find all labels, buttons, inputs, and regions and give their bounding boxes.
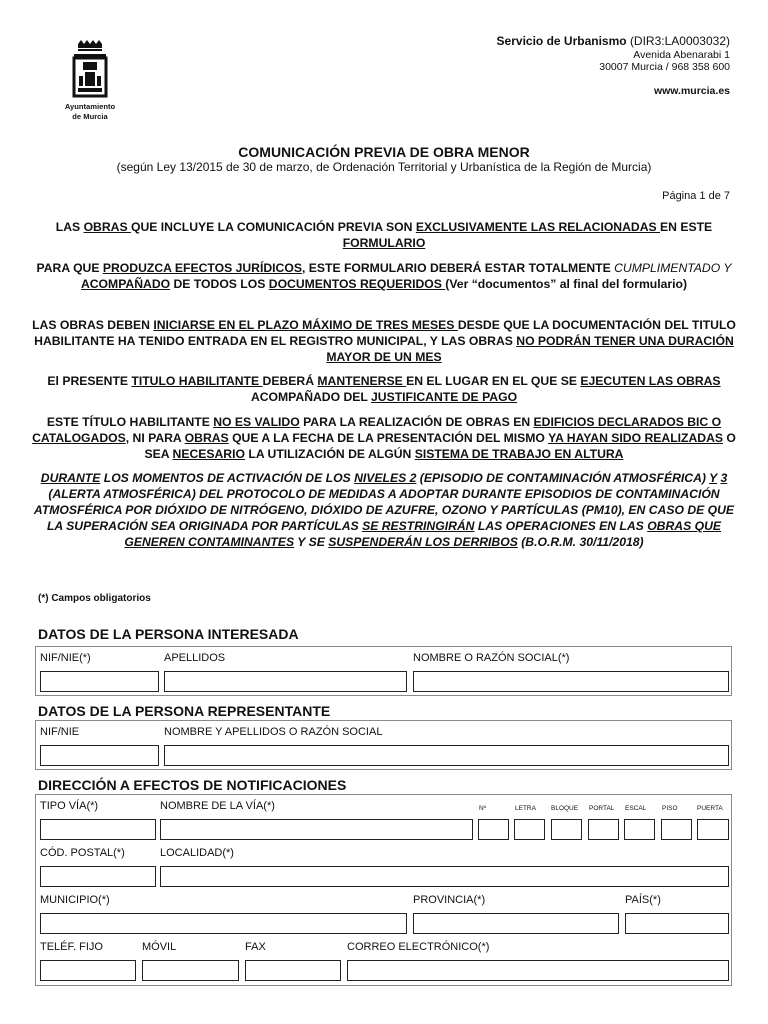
nombre-input[interactable] <box>413 671 729 692</box>
rep-nif-label: NIF/NIE <box>40 726 80 738</box>
notice-obras-relacionadas: LAS OBRAS QUE INCLUYE LA COMUNICACIÓN PREVIA SON EXCLUSIVAMENTE LAS RELACIONADAS EN ESTE FORMULARIO <box>55 220 713 250</box>
logo-line-2: de Murcia <box>72 112 108 121</box>
tipo-via-input[interactable] <box>40 819 156 840</box>
telefono-input[interactable] <box>40 960 136 981</box>
office-address: Avenida Abenarabi 1 <box>633 49 730 61</box>
letra-label: LETRA <box>515 805 536 812</box>
tipo-via-label: TIPO VÍA(*) <box>40 800 99 812</box>
fax-input[interactable] <box>245 960 341 981</box>
apellidos-label: APELLIDOS <box>164 652 226 664</box>
letra-input[interactable] <box>514 819 545 840</box>
bloque-input[interactable] <box>551 819 582 840</box>
email-input[interactable] <box>347 960 729 981</box>
municipio-label: MUNICIPIO(*) <box>40 894 110 906</box>
pais-input[interactable] <box>625 913 729 934</box>
puerta-label: PUERTA <box>697 805 723 812</box>
escal-label: ESCAL <box>625 805 647 812</box>
page-number: Página 1 de 7 <box>662 190 730 202</box>
section-representante <box>35 720 732 770</box>
telefono-label: TELÉF. FIJO <box>40 941 103 953</box>
section-direccion <box>35 794 732 986</box>
nombre-via-input[interactable] <box>160 819 473 840</box>
rep-nombre-label: NOMBRE Y APELLIDOS O RAZÓN SOCIAL <box>164 726 383 738</box>
numero-input[interactable] <box>478 819 509 840</box>
nif-input[interactable] <box>40 671 159 692</box>
provincia-input[interactable] <box>413 913 619 934</box>
cp-label: CÓD. POSTAL(*) <box>40 847 125 859</box>
fax-label: FAX <box>245 941 266 953</box>
office-info <box>497 34 730 97</box>
nombre-label: NOMBRE O RAZÓN SOCIAL(*) <box>413 652 570 664</box>
office-website[interactable]: www.murcia.es <box>653 85 730 97</box>
document-subtitle: (según Ley 13/2015 de 30 de marzo, de Ordenación Territorial y Urbanística de la Región de Murcia) <box>116 160 652 174</box>
logo <box>52 40 128 122</box>
puerta-input[interactable] <box>697 819 729 840</box>
nombre-via-label: NOMBRE DE LA VÍA(*) <box>160 800 275 812</box>
numero-label: Nº <box>479 805 487 812</box>
office-city-phone: 30007 Murcia / 968 358 600 <box>599 61 730 73</box>
mandatory-fields-note: (*) Campos obligatorios <box>38 593 151 604</box>
portal-input[interactable] <box>588 819 619 840</box>
cp-input[interactable] <box>40 866 156 887</box>
section-interesada <box>35 646 732 696</box>
portal-label: PORTAL <box>589 805 615 812</box>
movil-input[interactable] <box>142 960 239 981</box>
document-title: COMUNICACIÓN PREVIA DE OBRA MENOR <box>238 144 530 160</box>
pais-label: PAÍS(*) <box>625 894 661 906</box>
notice-no-valido: ESTE TÍTULO HABILITANTE NO ES VALIDO PARA LA REALIZACIÓN DE OBRAS EN EDIFICIOS DECLARADOS BIC O CATALOGADOS, NI PARA OBRAS QUE A LA FECHA DE LA PRESENTACIÓN DEL MISMO YA HAYAN SIDO REALIZADAS O SEA NECESARIO LA UTILIZACIÓN DE ALGÚN SISTEMA DE TRABAJO EN ALTURA <box>32 415 736 461</box>
nif-label: NIF/NIE(*) <box>40 652 91 664</box>
notice-plazo-inicio: LAS OBRAS DEBEN INICIARSE EN EL PLAZO MÁXIMO DE TRES MESES DESDE QUE LA DOCUMENTACIÓN DEL TITULO HABILITANTE HA TENIDO ENTRADA EN EL REGISTRO MUNICIPAL, Y LAS OBRAS NO PODRÁN TENER UNA DURACIÓN MAYOR DE UN MES <box>32 318 736 364</box>
service-name: Servicio de Urbanismo <box>496 34 627 48</box>
section-title-interesada: DATOS DE LA PERSONA INTERESADA <box>38 626 299 642</box>
logo-line-1: Ayuntamiento <box>64 102 116 111</box>
rep-nombre-input[interactable] <box>164 745 729 766</box>
apellidos-input[interactable] <box>164 671 407 692</box>
localidad-label: LOCALIDAD(*) <box>160 847 234 859</box>
escal-input[interactable] <box>624 819 655 840</box>
provincia-label: PROVINCIA(*) <box>413 894 486 906</box>
notice-titulo-habilitante: El PRESENTE TITULO HABILITANTE DEBERÁ MANTENERSE EN EL LUGAR EN EL QUE SE EJECUTEN LAS OBRAS ACOMPAÑADO DEL JUSTIFICANTE DE PAGO <box>47 374 721 404</box>
section-title-representante: DATOS DE LA PERSONA REPRESENTANTE <box>38 703 331 719</box>
notice-contaminacion: DURANTE LOS MOMENTOS DE ACTIVACIÓN DE LOS NIVELES 2 (EPISODIO DE CONTAMINACIÓN ATMOSFÉRICA) Y 3 (ALERTA ATMOSFÉRICA) DEL PROTOCOLO DE MEDIDAS A ADOPTAR DURANTE EPISODIOS DE CONTAMINACIÓN ATMOSFÉRICA POR DIÓXIDO DE NITRÓGENO, DIÓXIDO DE AZUFRE, OZONO Y PARTÍCULAS (PM10), EN CASO DE QUE LA SUPERACIÓN SEA ORIGINADA POR PARTÍCULAS SE RESTRINGIRÁN LAS OPERACIONES EN LAS OBRAS QUE GENEREN CONTAMINANTES Y SE SUSPENDERÁN LOS DERRIBOS (B.O.R.M. 30/11/2018) <box>33 471 735 549</box>
movil-label: MÓVIL <box>142 941 177 953</box>
service-code: (DIR3:LA0003032) <box>629 34 730 48</box>
piso-label: PISO <box>662 805 678 812</box>
municipio-input[interactable] <box>40 913 407 934</box>
bloque-label: BLOQUE <box>551 805 579 812</box>
section-title-direccion: DIRECCIÓN A EFECTOS DE NOTIFICACIONES <box>38 777 347 793</box>
piso-input[interactable] <box>661 819 692 840</box>
email-label: CORREO ELECTRÓNICO(*) <box>347 941 490 953</box>
coat-of-arms-icon <box>68 40 112 98</box>
localidad-input[interactable] <box>160 866 729 887</box>
notice-efectos-juridicos: PARA QUE PRODUZCA EFECTOS JURÍDICOS, ESTE FORMULARIO DEBERÁ ESTAR TOTALMENTE CUMPLIMENTADO Y ACOMPAÑADO DE TODOS LOS DOCUMENTOS REQUERIDOS (Ver “documentos” al final del formulario) <box>36 261 732 291</box>
rep-nif-input[interactable] <box>40 745 159 766</box>
